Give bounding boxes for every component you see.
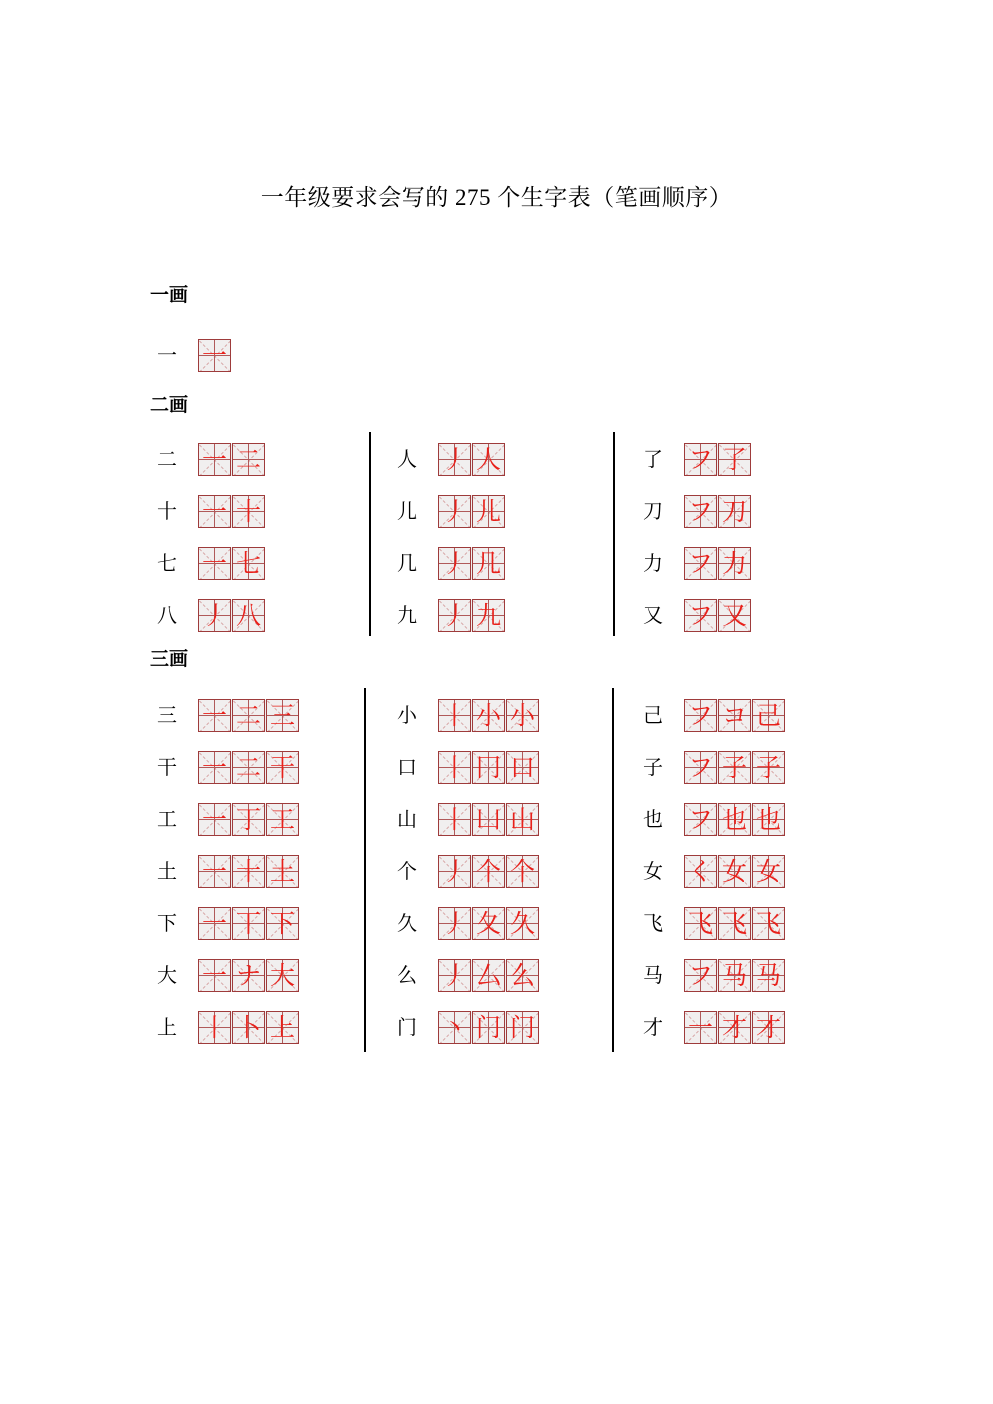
stroke-order-box bbox=[232, 547, 265, 580]
stroke-step-glyph: 九 bbox=[475, 601, 501, 630]
stroke-order-box bbox=[752, 1011, 785, 1044]
stroke-order-box bbox=[266, 751, 299, 784]
stroke-order-box bbox=[752, 803, 785, 836]
character-label: 二 bbox=[157, 449, 177, 471]
stroke-step-glyph: 子 bbox=[721, 753, 747, 782]
stroke-step-glyph: フ bbox=[687, 445, 713, 474]
stroke-order-box bbox=[198, 339, 231, 372]
stroke-step-glyph: く bbox=[687, 857, 713, 886]
stroke-order-strip bbox=[438, 959, 539, 992]
stroke-order-box bbox=[684, 599, 717, 632]
stroke-step-glyph: 小 bbox=[475, 701, 501, 730]
stroke-order-box bbox=[232, 699, 265, 732]
stroke-step-glyph: 一 bbox=[201, 497, 227, 526]
character-label: 九 bbox=[397, 605, 417, 627]
stroke-order-box bbox=[718, 907, 751, 940]
stroke-step-glyph: 上 bbox=[269, 1013, 295, 1042]
stroke-step-glyph: 工 bbox=[269, 805, 295, 834]
stroke-step-glyph: 二 bbox=[235, 753, 261, 782]
stroke-step-glyph: 一 bbox=[201, 701, 227, 730]
stroke-step-glyph: 子 bbox=[755, 753, 781, 782]
separator-three-stroke-right bbox=[612, 688, 614, 1052]
stroke-order-box bbox=[752, 907, 785, 940]
stroke-order-box bbox=[438, 547, 471, 580]
page-title: 一年级要求会写的 275 个生字表（笔画顺序） bbox=[260, 185, 733, 210]
stroke-step-glyph: 丿 bbox=[441, 961, 467, 990]
character-label: 口 bbox=[397, 757, 417, 779]
stroke-order-box bbox=[752, 959, 785, 992]
section-header-two-stroke: 二画 bbox=[150, 395, 189, 416]
stroke-order-strip bbox=[198, 1011, 299, 1044]
stroke-step-glyph: 力 bbox=[721, 549, 747, 578]
stroke-order-box bbox=[266, 1011, 299, 1044]
character-label: 也 bbox=[643, 809, 663, 831]
stroke-step-glyph: コ bbox=[721, 701, 747, 730]
stroke-order-box bbox=[718, 855, 751, 888]
stroke-order-box bbox=[438, 907, 471, 940]
character-label: 小 bbox=[397, 705, 417, 727]
stroke-step-glyph: 厶 bbox=[475, 961, 501, 990]
stroke-step-glyph: 才 bbox=[721, 1013, 747, 1042]
stroke-order-box bbox=[266, 803, 299, 836]
character-label: 了 bbox=[643, 449, 663, 471]
stroke-order-box bbox=[684, 855, 717, 888]
stroke-order-box bbox=[684, 1011, 717, 1044]
stroke-order-box bbox=[438, 443, 471, 476]
stroke-step-glyph: 丿 bbox=[441, 445, 467, 474]
stroke-step-glyph: 冂 bbox=[475, 753, 501, 782]
stroke-order-box bbox=[718, 751, 751, 784]
stroke-step-glyph: 门 bbox=[509, 1013, 535, 1042]
character-label: 儿 bbox=[397, 501, 417, 523]
stroke-step-glyph: 丅 bbox=[235, 909, 261, 938]
character-label: 人 bbox=[397, 449, 417, 471]
stroke-order-box bbox=[198, 751, 231, 784]
stroke-order-box bbox=[438, 855, 471, 888]
character-label: 七 bbox=[157, 553, 177, 575]
stroke-step-glyph: 马 bbox=[721, 961, 747, 990]
stroke-order-strip bbox=[684, 599, 751, 632]
stroke-step-glyph: 丿 bbox=[441, 857, 467, 886]
stroke-order-box bbox=[506, 803, 539, 836]
stroke-step-glyph: 几 bbox=[475, 549, 501, 578]
stroke-step-glyph: フ bbox=[687, 753, 713, 782]
stroke-step-glyph: 一 bbox=[201, 857, 227, 886]
stroke-order-box bbox=[684, 699, 717, 732]
stroke-step-glyph: 马 bbox=[755, 961, 781, 990]
stroke-order-box bbox=[198, 959, 231, 992]
stroke-order-box bbox=[232, 959, 265, 992]
character-label: 十 bbox=[157, 501, 177, 523]
stroke-order-box bbox=[232, 907, 265, 940]
stroke-step-glyph: 一 bbox=[201, 961, 227, 990]
stroke-order-strip bbox=[684, 751, 785, 784]
stroke-step-glyph: 也 bbox=[721, 805, 747, 834]
stroke-order-box bbox=[752, 751, 785, 784]
stroke-order-box bbox=[232, 751, 265, 784]
stroke-step-glyph: フ bbox=[687, 497, 713, 526]
stroke-order-strip bbox=[684, 803, 785, 836]
character-label: 工 bbox=[157, 809, 177, 831]
stroke-step-glyph: 了 bbox=[721, 445, 747, 474]
stroke-step-glyph: 个 bbox=[509, 857, 535, 886]
stroke-step-glyph: 飞 bbox=[755, 909, 781, 938]
stroke-order-box bbox=[438, 1011, 471, 1044]
stroke-order-box bbox=[472, 803, 505, 836]
character-label: 么 bbox=[397, 965, 417, 987]
stroke-step-glyph: 八 bbox=[235, 601, 261, 630]
stroke-step-glyph: 丨 bbox=[441, 701, 467, 730]
stroke-step-glyph: 大 bbox=[269, 961, 295, 990]
stroke-order-box bbox=[684, 751, 717, 784]
stroke-order-strip bbox=[684, 547, 751, 580]
stroke-order-box bbox=[472, 547, 505, 580]
stroke-order-box bbox=[506, 959, 539, 992]
stroke-order-box bbox=[198, 699, 231, 732]
stroke-order-box bbox=[472, 699, 505, 732]
stroke-order-box bbox=[232, 495, 265, 528]
character-label: 门 bbox=[397, 1017, 417, 1039]
stroke-step-glyph: 二 bbox=[235, 701, 261, 730]
stroke-order-box bbox=[718, 495, 751, 528]
stroke-order-box bbox=[684, 907, 717, 940]
stroke-order-strip bbox=[438, 699, 539, 732]
stroke-order-box bbox=[718, 1011, 751, 1044]
stroke-step-glyph: 门 bbox=[475, 1013, 501, 1042]
stroke-order-strip bbox=[198, 547, 265, 580]
stroke-order-box bbox=[198, 907, 231, 940]
stroke-step-glyph: 儿 bbox=[475, 497, 501, 526]
character-label: 马 bbox=[643, 965, 663, 987]
stroke-order-strip bbox=[198, 907, 299, 940]
stroke-order-strip bbox=[684, 1011, 785, 1044]
character-label: 几 bbox=[397, 553, 417, 575]
stroke-step-glyph: フ bbox=[687, 701, 713, 730]
stroke-order-strip bbox=[684, 959, 785, 992]
stroke-order-box bbox=[198, 599, 231, 632]
stroke-step-glyph: 个 bbox=[475, 857, 501, 886]
stroke-order-box bbox=[198, 1011, 231, 1044]
stroke-order-box bbox=[718, 599, 751, 632]
stroke-order-box bbox=[438, 495, 471, 528]
stroke-step-glyph: 一 bbox=[201, 445, 227, 474]
stroke-order-box bbox=[438, 599, 471, 632]
stroke-step-glyph: 丨 bbox=[201, 1013, 227, 1042]
stroke-order-box bbox=[506, 751, 539, 784]
stroke-order-strip bbox=[438, 495, 505, 528]
stroke-step-glyph: 又 bbox=[721, 601, 747, 630]
character-label: 力 bbox=[643, 553, 663, 575]
stroke-step-glyph: 久 bbox=[509, 909, 535, 938]
character-label: 上 bbox=[157, 1017, 177, 1039]
stroke-step-glyph: 小 bbox=[509, 701, 535, 730]
stroke-order-box bbox=[506, 699, 539, 732]
stroke-order-box bbox=[438, 803, 471, 836]
stroke-order-strip bbox=[438, 803, 539, 836]
stroke-order-strip bbox=[438, 751, 539, 784]
stroke-order-strip bbox=[198, 495, 265, 528]
stroke-order-box bbox=[506, 907, 539, 940]
stroke-order-box bbox=[198, 547, 231, 580]
stroke-step-glyph: 刀 bbox=[721, 497, 747, 526]
stroke-step-glyph: 一 bbox=[201, 341, 227, 370]
stroke-step-glyph: 一 bbox=[201, 805, 227, 834]
stroke-order-strip bbox=[438, 547, 505, 580]
section-header-three-stroke: 三画 bbox=[150, 649, 189, 670]
stroke-step-glyph: 人 bbox=[475, 445, 501, 474]
stroke-step-glyph: 丨 bbox=[441, 805, 467, 834]
stroke-step-glyph: 口 bbox=[509, 753, 535, 782]
stroke-order-box bbox=[718, 699, 751, 732]
stroke-step-glyph: 十 bbox=[235, 857, 261, 886]
character-label: 土 bbox=[157, 861, 177, 883]
stroke-order-box bbox=[472, 907, 505, 940]
character-label: 飞 bbox=[643, 913, 663, 935]
stroke-order-box bbox=[718, 959, 751, 992]
stroke-step-glyph: 十 bbox=[235, 497, 261, 526]
stroke-step-glyph: 丿 bbox=[441, 497, 467, 526]
character-label: 山 bbox=[397, 809, 417, 831]
stroke-order-strip bbox=[198, 339, 231, 372]
stroke-order-box bbox=[506, 1011, 539, 1044]
stroke-step-glyph: 夂 bbox=[475, 909, 501, 938]
character-label: 又 bbox=[643, 605, 663, 627]
stroke-order-strip bbox=[438, 443, 505, 476]
stroke-order-box bbox=[266, 699, 299, 732]
character-label: 大 bbox=[157, 965, 177, 987]
stroke-step-glyph: 丿 bbox=[201, 601, 227, 630]
stroke-step-glyph: 飞 bbox=[721, 909, 747, 938]
stroke-order-box bbox=[472, 443, 505, 476]
stroke-step-glyph: 丿 bbox=[441, 909, 467, 938]
stroke-order-box bbox=[684, 495, 717, 528]
stroke-order-strip bbox=[198, 751, 299, 784]
stroke-order-box bbox=[752, 855, 785, 888]
stroke-step-glyph: 一 bbox=[201, 753, 227, 782]
stroke-order-box bbox=[232, 599, 265, 632]
character-label: 刀 bbox=[643, 501, 663, 523]
character-label: 八 bbox=[157, 605, 177, 627]
separator-two-stroke-right bbox=[613, 432, 615, 636]
stroke-step-glyph: 也 bbox=[755, 805, 781, 834]
stroke-step-glyph: 七 bbox=[235, 549, 261, 578]
stroke-order-strip bbox=[684, 907, 785, 940]
character-label: 个 bbox=[397, 861, 417, 883]
character-label: 子 bbox=[643, 757, 663, 779]
stroke-order-box bbox=[472, 959, 505, 992]
stroke-order-box bbox=[684, 547, 717, 580]
stroke-step-glyph: 卜 bbox=[235, 1013, 261, 1042]
character-label: 一 bbox=[157, 345, 177, 367]
stroke-order-strip bbox=[198, 699, 299, 732]
separator-three-stroke-left bbox=[364, 688, 366, 1052]
stroke-order-box bbox=[684, 803, 717, 836]
stroke-order-box bbox=[198, 803, 231, 836]
character-label: 女 bbox=[643, 861, 663, 883]
stroke-step-glyph: 丶 bbox=[441, 1013, 467, 1042]
stroke-step-glyph: 丁 bbox=[235, 805, 261, 834]
stroke-order-box bbox=[472, 751, 505, 784]
character-label: 才 bbox=[643, 1017, 663, 1039]
stroke-step-glyph: 山 bbox=[509, 805, 535, 834]
character-label: 干 bbox=[157, 757, 177, 779]
stroke-order-box bbox=[232, 1011, 265, 1044]
stroke-order-box bbox=[198, 855, 231, 888]
stroke-step-glyph: 己 bbox=[755, 701, 781, 730]
stroke-order-strip bbox=[684, 855, 785, 888]
stroke-order-strip bbox=[198, 803, 299, 836]
stroke-order-strip bbox=[438, 1011, 539, 1044]
character-label: 己 bbox=[643, 705, 663, 727]
stroke-order-strip bbox=[198, 959, 299, 992]
stroke-order-strip bbox=[438, 855, 539, 888]
stroke-step-glyph: 丨 bbox=[441, 753, 467, 782]
separator-two-stroke-left bbox=[369, 432, 371, 636]
stroke-order-box bbox=[506, 855, 539, 888]
stroke-step-glyph: フ bbox=[687, 601, 713, 630]
stroke-order-box bbox=[266, 907, 299, 940]
stroke-order-box bbox=[438, 751, 471, 784]
stroke-order-box bbox=[684, 443, 717, 476]
section-header-one-stroke: 一画 bbox=[150, 285, 189, 306]
stroke-order-box bbox=[472, 1011, 505, 1044]
stroke-step-glyph: 土 bbox=[269, 857, 295, 886]
stroke-order-box bbox=[718, 547, 751, 580]
stroke-step-glyph: 一 bbox=[201, 549, 227, 578]
stroke-step-glyph: 二 bbox=[235, 445, 261, 474]
stroke-order-box bbox=[472, 599, 505, 632]
stroke-order-box bbox=[232, 443, 265, 476]
stroke-step-glyph: フ bbox=[687, 805, 713, 834]
stroke-order-box bbox=[718, 443, 751, 476]
stroke-order-strip bbox=[438, 907, 539, 940]
stroke-order-box bbox=[718, 803, 751, 836]
stroke-order-box bbox=[232, 855, 265, 888]
character-label: 三 bbox=[157, 705, 177, 727]
stroke-order-strip bbox=[684, 443, 751, 476]
stroke-order-box bbox=[198, 443, 231, 476]
stroke-order-box bbox=[438, 699, 471, 732]
stroke-step-glyph: フ bbox=[687, 549, 713, 578]
character-label: 下 bbox=[157, 913, 177, 935]
stroke-order-strip bbox=[198, 443, 265, 476]
stroke-step-glyph: 飞 bbox=[687, 909, 713, 938]
stroke-step-glyph: フ bbox=[687, 961, 713, 990]
stroke-order-box bbox=[472, 855, 505, 888]
stroke-order-box bbox=[438, 959, 471, 992]
stroke-order-box bbox=[266, 959, 299, 992]
stroke-step-glyph: 女 bbox=[755, 857, 781, 886]
stroke-step-glyph: 干 bbox=[269, 753, 295, 782]
character-label: 久 bbox=[397, 913, 417, 935]
stroke-step-glyph: 才 bbox=[755, 1013, 781, 1042]
stroke-order-strip bbox=[684, 699, 785, 732]
stroke-order-box bbox=[684, 959, 717, 992]
stroke-step-glyph: 下 bbox=[269, 909, 295, 938]
stroke-order-strip bbox=[198, 599, 265, 632]
stroke-step-glyph: 丿 bbox=[441, 601, 467, 630]
stroke-order-box bbox=[198, 495, 231, 528]
stroke-order-box bbox=[232, 803, 265, 836]
stroke-step-glyph: 三 bbox=[269, 701, 295, 730]
stroke-order-box bbox=[266, 855, 299, 888]
stroke-order-box bbox=[472, 495, 505, 528]
stroke-order-strip bbox=[684, 495, 751, 528]
stroke-order-strip bbox=[198, 855, 299, 888]
stroke-order-strip bbox=[438, 599, 505, 632]
stroke-step-glyph: 丿 bbox=[441, 549, 467, 578]
stroke-step-glyph: 么 bbox=[509, 961, 535, 990]
stroke-step-glyph: 一 bbox=[201, 909, 227, 938]
stroke-order-box bbox=[752, 699, 785, 732]
stroke-step-glyph: ナ bbox=[235, 961, 261, 990]
stroke-step-glyph: 女 bbox=[721, 857, 747, 886]
stroke-step-glyph: 凵 bbox=[475, 805, 501, 834]
stroke-step-glyph: 一 bbox=[687, 1013, 713, 1042]
